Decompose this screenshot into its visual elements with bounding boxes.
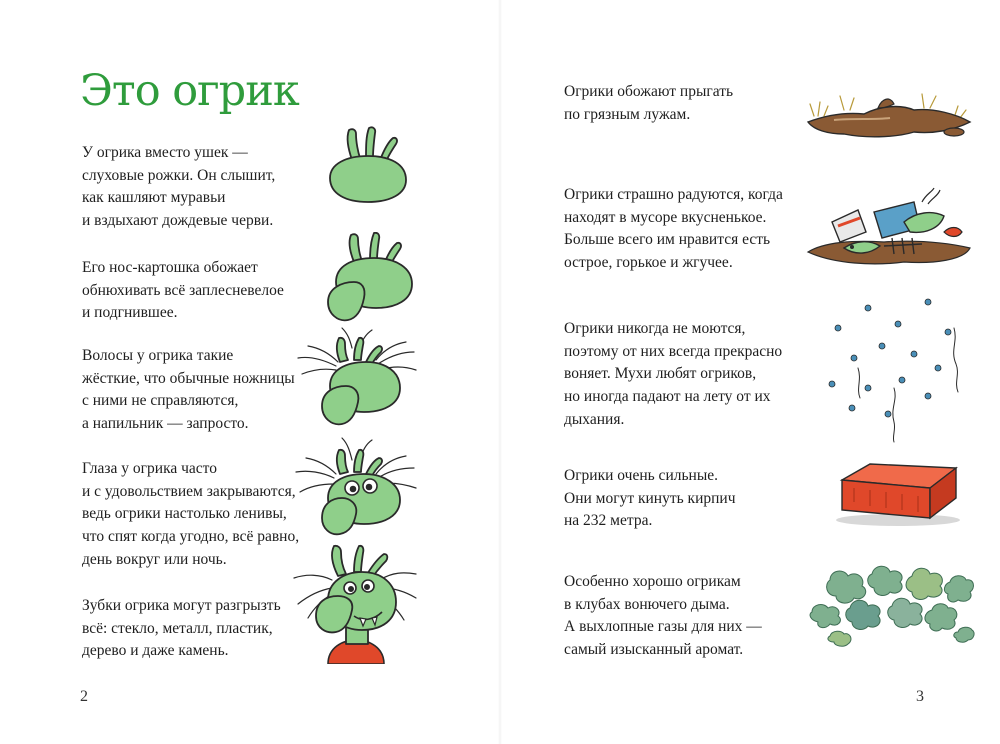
text-line: находят в мусоре вкусненькое. [564,208,767,226]
paragraph-flies [564,318,782,432]
text-line: Особенно хорошо огрикам [564,573,741,590]
paragraph-hair [82,345,295,436]
text-line: что спят когда угодно, всё равно, [82,528,300,546]
ogre-head-horns-icon [318,126,418,204]
smoke-clouds-icon [800,560,978,650]
text-line: воняет. Мухи любят огриков, [564,365,757,383]
paragraph-eyes [82,458,299,572]
text-line: по грязным лужам. [564,105,691,123]
garbage-pile-icon [804,182,974,278]
text-line: Огрики страшно радуются, когда [564,186,783,203]
text-line: с ними не справляются, [82,392,239,410]
text-line: и подгнившее. [82,304,178,322]
text-line: Волосы у огрика такие [82,347,234,364]
page-number: 3 [916,688,924,705]
text-line: слуховые рожки. Он слышит, [82,166,276,184]
text-line: и вздыхают дождевые черви. [82,212,274,230]
paragraph-garbage [564,184,783,275]
text-line: как кашляют муравьи [82,189,226,207]
text-line: Больше всего им нравится есть [564,231,771,249]
text-line: всё: стекло, металл, пластик, [82,619,273,637]
text-line: ведь огрики настолько ленивы, [82,505,287,523]
paragraph-ears [82,142,275,233]
text-line: Огрики никогда не моются, [564,320,746,337]
text-line: Огрики обожают прыгать [564,83,734,100]
text-line: Огрики очень сильные. [564,467,719,484]
text-line: на 232 метра. [564,512,653,530]
text-line: жёсткие, что обычные ножницы [82,369,295,387]
text-line: дерево и даже камень. [82,642,229,660]
paragraph-nose [82,257,284,325]
text-line: в клубах вонючего дыма. [564,595,730,613]
ogre-head-hair-icon [296,326,418,430]
text-line: самый изысканный аромат. [564,641,744,659]
text-line: обнюхивать всё заплесневелое [82,281,284,299]
text-line: Зубки огрика могут разгрызть [82,597,281,614]
text-line: Его нос-картошка обожает [82,259,258,276]
ogre-head-nose-icon [318,232,418,326]
text-line: день вокруг или ночь. [82,550,227,568]
paragraph-smoke [564,571,762,662]
text-line: и с удовольствием закрываются, [82,482,296,500]
text-line: У огрика вместо ушек — [82,144,248,161]
text-line: поэтому от них всегда прекрасно [564,342,783,360]
mud-puddle-icon [804,86,974,150]
brick-icon [830,458,966,528]
text-line: а напильник — запросто. [82,415,249,433]
text-line: но иногда падают на лету от их [564,388,771,406]
text-line: Глаза у огрика часто [82,460,217,477]
text-line: острое, горькое и жгучее. [564,254,733,272]
paragraph-brick [564,465,736,533]
paragraph-teeth [82,595,281,663]
text-line: А выхлопные газы для них — [564,618,762,636]
right-page [500,0,1000,744]
text-line: Они могут кинуть кирпич [564,489,736,507]
page-title: Это огрик [80,66,299,116]
ogre-full-head-icon [292,540,420,664]
ogre-head-eyes-icon [294,434,418,538]
paragraph-puddles [564,81,733,126]
text-line: дыхания. [564,410,625,428]
page-number: 2 [80,688,88,705]
flies-icon [818,288,968,448]
